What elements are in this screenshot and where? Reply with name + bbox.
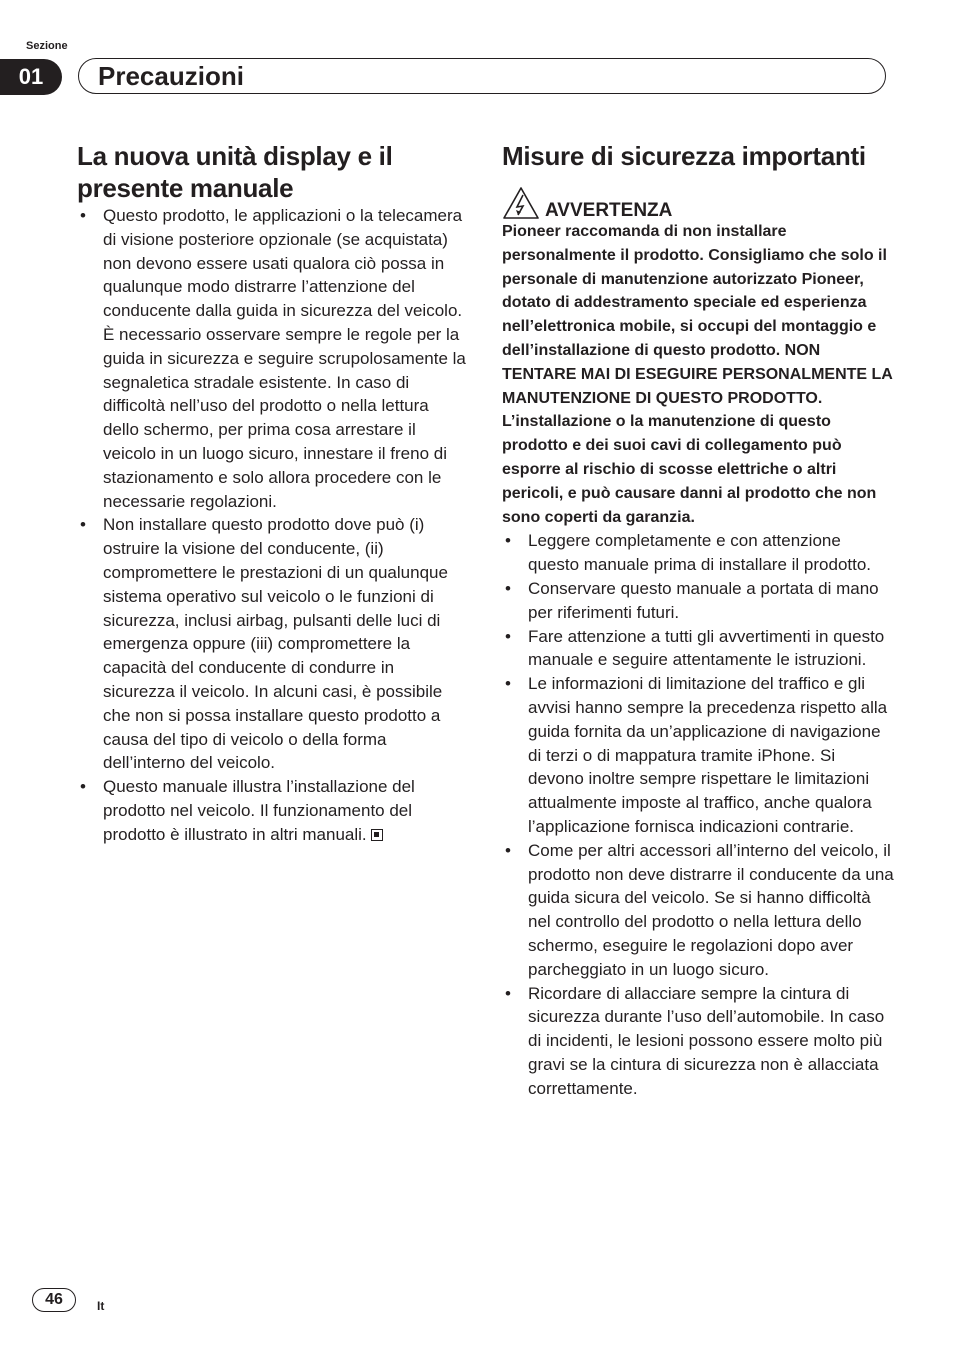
list-item: • Come per altri accessori all’interno del veicolo, il prodotto non deve distrarre il conducente da una guida sicura del veicolo. Se si hanno difficoltà nel controllo del prodotto o nella lettura dello schermo, eseguire le regolazioni dopo aver parcheggiato in un luogo sicuro. [502,839,894,982]
language-code: It [97,1299,105,1313]
list-item: • Leggere completamente e con attenzione questo manuale prima di installare il prodotto. [502,529,894,577]
page-number: 46 [32,1288,76,1312]
list-item: • Fare attenzione a tutti gli avvertimenti in questo manuale e seguire attentamente le istruzioni. [502,625,894,673]
left-column [77,140,467,847]
left-bullet-list [77,204,467,847]
section-number: 01 [0,59,62,95]
warning-text: Pioneer raccomanda di non installare personalmente il prodotto. Consigliamo che solo il personale di manutenzione autorizzato Pioneer, dotato di addestramento speciale ed esperienza nell’elettronica mobile, si occupi del montaggio e dell’installazione di questo prodotto. NON TENTARE MAI DI ESEGUIRE PERSONALMENTE LA MANUTENZIONE DI QUESTO PRODOTTO. L’installazione o la manutenzione di questo prodotto e dei suoi cavi di collegamento può esporre al rischio di scosse elettriche o altri pericoli, e può causare danni al prodotto che non sono coperti da garanzia. [502,223,893,526]
warning-header [502,190,894,220]
right-heading: Misure di sicurezza importanti [502,141,866,171]
right-bullet-list [502,529,894,1100]
warning-electric-shock-icon [502,186,540,220]
section-title: Precauzioni [98,61,244,91]
list-item: • Ricordare di allacciare sempre la cintura di sicurezza durante l’uso dell’automobile. In caso di incidenti, le lesioni possono essere molto più gravi se la cintura di sicurezza non è allacciata correttamente. [502,982,894,1101]
list-item: • Conservare questo manuale a portata di mano per riferimenti futuri. [502,577,894,625]
left-heading: La nuova unità display e il presente manuale [77,141,393,203]
warning-label: AVVERTENZA [545,200,673,221]
list-item: • Questo manuale illustra l’installazione del prodotto nel veicolo. Il funzionamento del prodotto è illustrato in altri manuali. [77,775,467,846]
list-item: • Le informazioni di limitazione del traffico e gli avvisi hanno sempre la precedenza rispetto alla guida fornita da un’applicazione di navigazione di terzi o di mappatura tramite iPhone. Si devono inoltre sempre rispettare le limitazioni attualmente imposte al traffico, anche qualora l’applicazione fornisca indicazioni contrarie. [502,672,894,839]
list-item: • Questo prodotto, le applicazioni o la telecamera di visione posteriore opzionale (se acquistata) non devono essere usati qualora ciò possa in qualunque modo distrarre l’attenzione del conducente dalla guida in sicurezza del veicolo. È necessario osservare sempre le regole per la guida in sicurezza e seguire scrupolosamente la segnaletica stradale esistente. In caso di difficoltà nell’uso del prodotto o nella lettura dello schermo, per prima cosa arrestare il veicolo in un luogo sicuro, innestare il freno di stazionamento e solo allora procedere con le necessarie regolazioni. [77,204,467,513]
right-column [502,140,894,1100]
list-item: • Non installare questo prodotto dove può (i) ostruire la visione del conducente, (ii) compromettere le prestazioni di un qualunque sistema operativo sul veicolo o le funzioni di sicurezza, inclusi airbag, pulsanti delle luci di emergenza oppure (iii) compromettere la capacità del conducente di condurre in sicurezza il veicolo. In alcuni casi, è possibile che non si possa installare questo prodotto a causa del tipo di veicolo o della forma dell’interno del veicolo. [77,513,467,775]
end-of-section-icon [371,829,383,841]
sezione-label: Sezione [26,40,68,52]
